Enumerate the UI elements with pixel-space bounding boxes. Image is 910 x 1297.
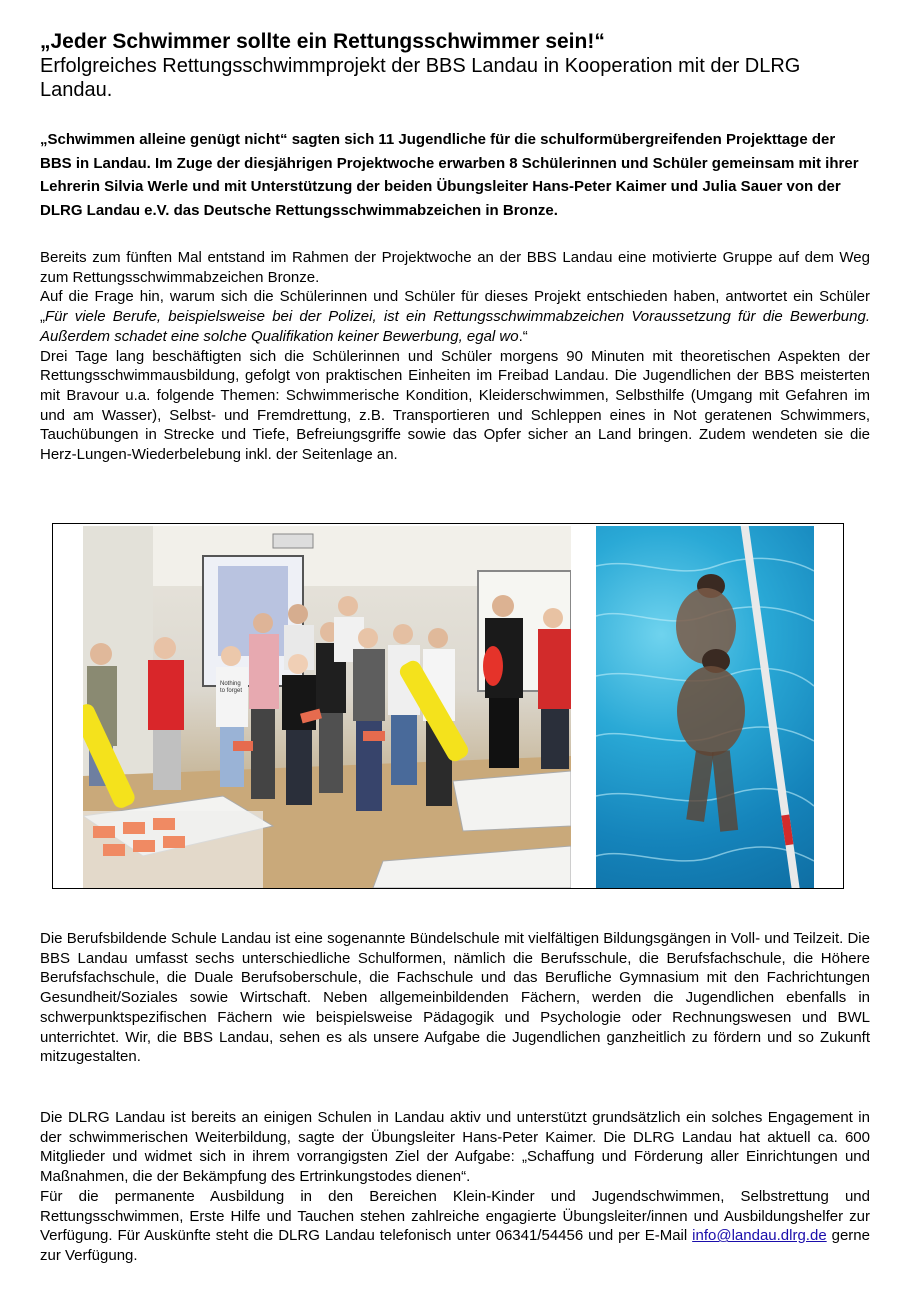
student-quote: Für viele Berufe, beispielsweise bei der Polizei, ist ein Rettungsschwimmabzeichen Voraussetzung für die Bewerbung. Außerdem schadet eine solche Qualifikation keiner Bewerbung, egal wo: [40, 308, 870, 345]
group-photo: [83, 526, 571, 888]
article: [40, 30, 870, 465]
intro-section: [40, 248, 870, 465]
swimming-photo: [596, 526, 814, 888]
school-section: [40, 929, 870, 1067]
swimming-photo-illustration: [596, 526, 814, 888]
school-paragraph: Die Berufsbildende Schule Landau ist eine sogenannte Bündelschule mit vielfältigen Bildungsgängen in Voll- und Teilzeit. Die BBS Landau umfasst sechs unterschiedliche Schulformen, nämlich die Berufsschule, die Berufsfachschule, die Höhere Berufsfachschule, die Duale Berufsoberschule, die Fachschule und das Berufliche Gymnasium mit den Fachrichtungen Gesundheit/Soziales sowie Wirtschaft. Neben allgemeinbildenden Fächern, werden die Jugendlichen ebenfalls in schwerpunktspezifischen Fächern wie beispielsweise Pädagogik und Psychologie oder Rechnungswesen und BWL unterrichtet. Wir, die BBS Landau, sehen es als unsere Aufgabe die Jugendlichen ganzheitlich zu fördern und so Zukunft mitzugestalten.: [40, 930, 870, 1066]
dlrg-section: [40, 1108, 870, 1266]
group-photo-illustration: [83, 526, 571, 888]
intro-paragraph-2: [40, 287, 870, 346]
dlrg-paragraph-2: [40, 1187, 870, 1266]
email-link[interactable]: info@landau.dlrg.de: [692, 1227, 827, 1245]
photo-frame: [52, 523, 844, 889]
intro-paragraph-3: Drei Tage lang beschäftigten sich die Schülerinnen und Schüler morgens 90 Minuten mit theoretischen Aspekten der Rettungsschwimmausbildung, gefolgt von praktischen Einheiten im Freibad Landau. Die Jugendlichen der BBS meisterten mit Bravour u.a. folgende Themen: Schwimmerische Kondition, Kleiderschwimmen, Selbsthilfe (Umgang mit Gefahren im und am Wasser), Selbst- und Fremdrettung, z.B. Transportieren und Schleppen eines in Not geratenen Schwimmers, Tauchübungen in Strecke und Tiefe, Befreiungsgriffe sowie das Opfer sicher an Land bringen. Zudem wendeten sie die Herz-Lungen-Wiederbelebung inkl. der Seitenlage an.: [40, 347, 870, 464]
quote-end: .“: [518, 327, 528, 345]
shirt-print-text: Nothing to forget: [220, 681, 243, 694]
article-title: „Jeder Schwimmer sollte ein Rettungsschwimmer sein!“: [40, 30, 605, 53]
dlrg-paragraph-1: Die DLRG Landau ist bereits an einigen Schulen in Landau aktiv und unterstützt grundsätzlich ein solches Engagement in der schwimmerischen Weiterbildung, sagte der Übungsleiter Hans-Peter Kaimer. Die DLRG Landau hat aktuell ca. 600 Mitglieder und widmet sich in ihrem vorrangigsten Ziel der Aufgabe: „Schaffung und Förderung aller Einrichtungen und Maßnahmen, die der Bekämpfung des Ertrinkungstodes dienen“.: [40, 1109, 870, 1186]
quote-intro: Auf die Frage hin, warum sich die Schülerinnen und Schüler für dieses Projekt entschieden haben, antwortet ein Schüler „: [40, 288, 870, 326]
lead-paragraph: „Schwimmen alleine genügt nicht“ sagten sich 11 Jugendliche für die schulformübergreifenden Projekttage der BBS in Landau. Im Zuge der diesjährigen Projektwoche erwarben 8 Schülerinnen und Schüler gemeinsam mit ihrer Lehrerin Silvia Werle und mit Unterstützung der beiden Übungsleiter Hans-Peter Kaimer und Julia Sauer von der DLRG Landau e.V. das Deutsche Rettungsschwimmabzeichen in Bronze.: [40, 131, 859, 219]
contact-text-end: gerne zur Verfügung.: [40, 1227, 870, 1264]
contact-text: Für die permanente Ausbildung in den Bereichen Klein-Kinder und Jugendschwimmen, Selbstrettung und Rettungsschwimmen, Erste Hilfe und Tauchen stehen zahlreiche engagierte Übungsleiter/innen und Ausbildungshelfer zur Verfügung. Für Auskünfte steht die DLRG Landau telefonisch unter 06341/54456 und per E-Mail: [40, 1187, 870, 1245]
intro-paragraph-1: Bereits zum fünften Mal entstand im Rahmen der Projektwoche an der BBS Landau eine motivierte Gruppe auf dem Weg zum Rettungsschwimmabzeichen Bronze.: [40, 249, 870, 286]
article-subtitle: Erfolgreiches Rettungsschwimmprojekt der BBS Landau in Kooperation mit der DLRG Landau.: [40, 55, 801, 101]
